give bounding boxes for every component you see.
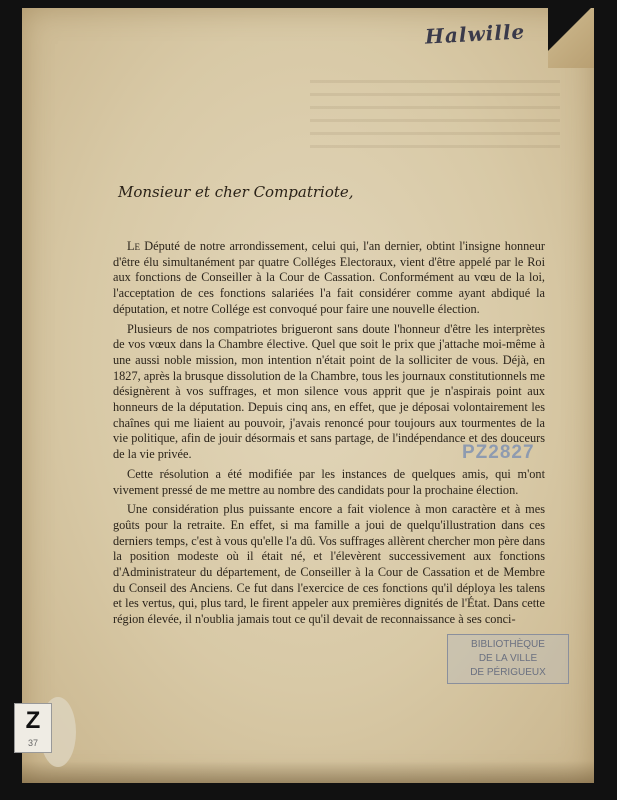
library-stamp-line: DE LA VILLE: [478, 653, 538, 664]
salutation: Monsieur et cher Compatriote,: [118, 183, 354, 201]
letter-body: [113, 239, 545, 632]
shelf-mark-number: 37: [27, 738, 38, 748]
handwritten-annotation: Halwille: [424, 19, 526, 49]
library-stamp-line: BIBLIOTHÈQUE: [471, 639, 545, 650]
shelf-mark-label: [14, 703, 52, 753]
bleed-through-text: [310, 80, 560, 150]
paragraph-3: Cette résolution a été modifiée par les instances de quelques amis, qui m'ont vivement pressé de me mettre au nombre des candidats pour la prochaine élection.: [113, 466, 545, 497]
folded-corner: [548, 8, 594, 68]
paragraph-4: Une considération plus puissante encore a fait violence à mon caractère et à mes goûts pour la retraite. En effet, si ma famille a joui de quelqu'illustration dans ces derniers temps, c'est à vous qu'elle l'a dû. Vos suffrages allèrent chercher mon père dans la position modeste où il était né, et l'élevèrent successivement aux fonctions d'Administrateur du département, de Conseiller à la Cour de Cassation et de Membre du Conseil des Anciens. Ce fut dans l'exercice de ces fonctions qu'il déploya les talens et les vertus, qui, plus tard, le firent appeler aux premières dignités de l'État. Dans cette région élevée, il n'oublia jamais tout ce qu'il devait de reconnaissance à ses conci-: [113, 502, 545, 627]
library-stamp-line: DE PÉRIGUEUX: [470, 667, 546, 678]
paragraph-2: Plusieurs de nos compatriotes brigueront sans doute l'honneur d'être les interprètes de vos vœux dans la Chambre élective. Quel que soit le prix que j'attache moi-même à une aussi noble mission, mon intention n'était point de la solliciter de vous. Déjà, en 1827, après la brusque dissolution de la Chambre, tous les journaux constitutionnels me désignèrent à vos suffrages, et mon silence vous apprit que je n'aspirais point aux honneurs de la députation. Depuis cinq ans, en effet, que je déposai volontairement les chaînes qui me liaient au pouvoir, j'avais renoncé pour toujours aux tourmentes de la vie politique, afin de jouir désormais et sans partage, de l'indépendance et des douceurs de la vie privée.: [113, 321, 545, 462]
inventory-stamp-number: PZ2827: [462, 442, 535, 463]
worn-bottom-edge: [22, 761, 594, 783]
shelf-mark-letter: Z: [25, 707, 41, 734]
paragraph-lead-word: Le: [127, 239, 141, 253]
library-stamp: [447, 634, 569, 684]
paragraph-text: Député de notre arrondissement, celui qui, l'an dernier, obtint l'insigne honneur d'être élu simultanément par quatre Colléges Electoraux, vient d'être appelé par le Roi aux fonctions de Conseiller à la Cour de Cassation. Conformément au vœu de la loi, l'acceptation de ces fonctions salariées l'a fait considérer comme ayant abdiqué la députation, et notre Collége est convoqué pour faire une nouvelle élection.: [113, 239, 545, 316]
paragraph-1: [113, 239, 545, 318]
